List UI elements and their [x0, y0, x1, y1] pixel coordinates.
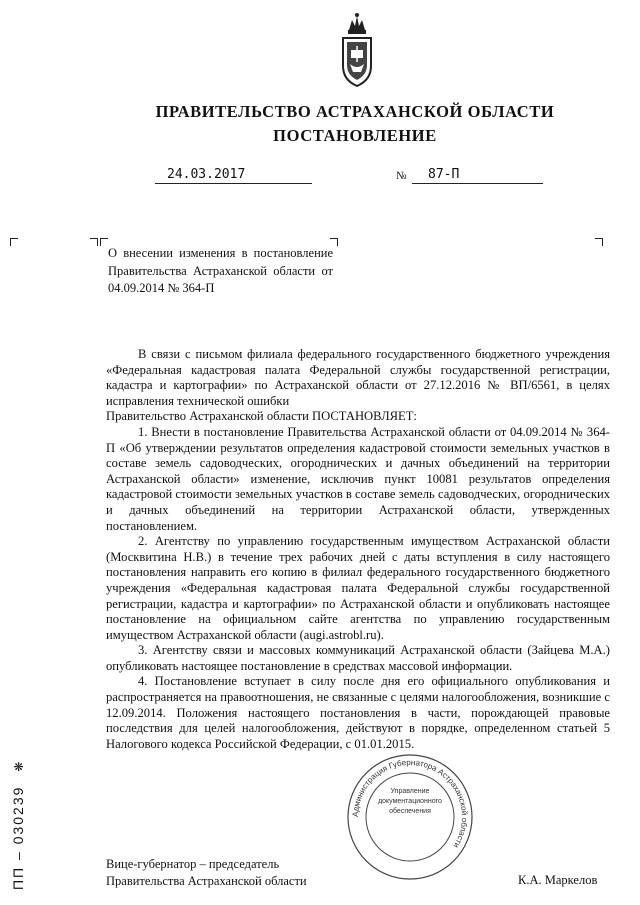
- stamp-line: документационного: [378, 798, 442, 805]
- signer-title-line: Вице-губернатор – председатель: [106, 857, 280, 871]
- preamble-paragraph: В связи с письмом филиала федерального государственного бюджетного учреждения «Федеральная кадастровая палата Федеральной службы государственной регистрации, кадастра и картографии» по Астраханской области от 27.12.2016 № ВП/6561, в целях исправления технической ошибки: [106, 347, 610, 408]
- signer-title: [106, 856, 307, 890]
- corner-mark: [100, 238, 108, 246]
- corner-mark: [90, 238, 98, 246]
- clause-paragraph: 4. Постановление вступает в силу после дня его официального опубликования и распространяется на правоотношения, не связанные с целями налогообложения, возникшие с 12.09.2014. Положения настоящего постановления в части, порождающей правовые последствия для целей налогообложения, действуют в порядке, определенном статьей 5 Налогового кодекса Российской Федерации, с 01.01.2015.: [106, 674, 610, 751]
- document-date: 24.03.2017: [155, 167, 312, 184]
- signer-title-line: Правительства Астраханской области: [106, 874, 307, 888]
- document-number: 87-П: [412, 167, 543, 184]
- serial-text: ПП – 030239: [10, 785, 26, 890]
- number-label: №: [396, 170, 407, 182]
- clause-paragraph: 1. Внести в постановление Правительства Астраханской области от 04.09.2014 № 364-П «Об утверждении результатов определения кадастровой стоимости земельных участков в составе земель садоводческих, огороднических и дачных объединений на территории Астраханской области» изменение, исключив пункт 10081 результатов определения кадастровой стоимости земельных участков в составе земель садоводческих, огороднических и дачных объединений на территории Астраханской области, утвержденных постановлением.: [106, 424, 611, 533]
- stamp-ring-text: Администрация Губернатора Астраханской области: [350, 757, 470, 850]
- clause-paragraph: 2. Агентству по управлению государственным имуществом Астраханской области (Москвитина Н.В.) в течение трех рабочих дней с даты вступления в силу настоящего постановления направить его копию в филиал федерального государственного бюджетного учреждения «Федеральная кадастровая палата Федеральной службы государственной регистрации, кадастра и картографии» по Астраханской области и опубликовать настоящее постановление на официальном сайте агентства по управлению государственным имуществом Астраханской области (augi.astrobl.ru).: [106, 534, 610, 642]
- signer-name: К.А. Маркелов: [518, 873, 598, 887]
- document-subject: О внесении изменения в постановление Правительства Астраханской области от 04.09.2014 № 364-П: [108, 246, 333, 296]
- resolves-line: Правительство Астраханской области ПОСТАНОВЛЯЕТ:: [106, 409, 417, 424]
- stamp-center-text: [352, 787, 468, 817]
- clause-paragraph: 3. Агентству связи и массовых коммуникаций Астраханской области (Зайцева М.А.) опубликовать настоящее постановление в средствах массовой информации.: [106, 643, 610, 673]
- official-stamp-icon: [345, 752, 475, 882]
- corner-mark: [595, 238, 603, 246]
- serial-number: [10, 700, 30, 890]
- stamp-line: обеспечения: [389, 808, 431, 815]
- document-header: [100, 100, 610, 148]
- stamp-line: Управление: [390, 788, 430, 795]
- document-body: [106, 347, 610, 752]
- serial-mark-icon: ❋: [12, 759, 26, 772]
- organization-name: ПРАВИТЕЛЬСТВО АСТРАХАНСКОЙ ОБЛАСТИ: [155, 102, 555, 121]
- coat-of-arms-icon: [335, 12, 379, 90]
- corner-mark: [10, 238, 18, 246]
- document-type: ПОСТАНОВЛЕНИЕ: [273, 126, 437, 145]
